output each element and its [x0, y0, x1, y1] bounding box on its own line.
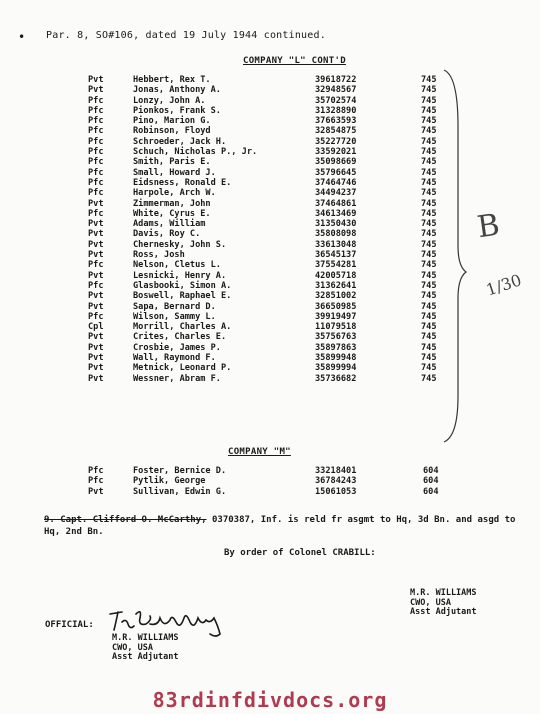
name-cell: Harpole, Arch W. [133, 188, 216, 199]
name-cell: White, Cyrus E. [133, 208, 211, 219]
signature-left-title: Asst Adjutant [112, 652, 179, 662]
name-cell: Ross, Josh [133, 250, 185, 261]
serial-number-cell: 35897863 [315, 342, 357, 353]
signature-block-left [112, 634, 179, 663]
name-cell: Schuch, Nicholas P., Jr. [133, 147, 258, 158]
name-cell: Sullivan, Edwin G. [133, 486, 227, 497]
rank-cell: Pvt [88, 250, 104, 261]
rank-cell: Pfc [88, 177, 104, 188]
margin-handwriting [468, 200, 528, 314]
rank-cell: Pvt [88, 363, 104, 374]
serial-number-cell: 37464861 [315, 198, 357, 209]
unit-code-cell: 745 [421, 280, 437, 291]
serial-number-cell: 33218401 [315, 466, 357, 476]
serial-number-cell: 11079518 [315, 322, 357, 333]
unit-code-cell: 745 [421, 136, 437, 147]
serial-number-cell: 32948567 [315, 85, 357, 96]
unit-code-cell: 745 [421, 208, 437, 219]
serial-number-cell: 15061053 [315, 486, 357, 497]
rank-cell: Pvt [88, 85, 104, 96]
unit-code-cell: 745 [421, 157, 437, 168]
serial-number-cell: 31350430 [315, 219, 357, 230]
paragraph-9 [44, 514, 524, 538]
name-cell: Boswell, Raphael E. [133, 291, 232, 302]
unit-code-cell: 745 [421, 177, 437, 188]
rank-cell: Pvt [88, 239, 104, 250]
unit-code-cell: 745 [421, 353, 437, 364]
rank-cell: Pvt [88, 301, 104, 312]
name-cell: Lesnicki, Henry A. [133, 270, 227, 281]
rank-cell: Pvt [88, 342, 104, 353]
serial-number-cell: 35098669 [315, 157, 357, 168]
name-cell: Pytlik, George [133, 476, 206, 487]
unit-code-cell: 745 [421, 311, 437, 322]
signature-right-rank: CWO, USA [410, 597, 451, 608]
roster-row [0, 487, 540, 497]
margin-note-b: B [475, 207, 502, 246]
roster-row [0, 466, 540, 476]
rank-cell: Pfc [88, 208, 104, 219]
name-cell: Wessner, Abram F. [133, 373, 221, 384]
rank-cell: Cpl [88, 322, 104, 333]
name-cell: Adams, William [133, 219, 206, 230]
serial-number-cell: 39919497 [315, 311, 357, 322]
rank-cell: Pfc [88, 116, 104, 127]
rank-cell: Pfc [88, 157, 104, 168]
rank-cell: Pfc [88, 167, 104, 178]
unit-code-cell: 745 [421, 250, 437, 261]
company-l-title: COMPANY "L" CONT'D [243, 56, 346, 66]
serial-number-cell: 37464746 [315, 177, 357, 188]
serial-number-cell: 37554281 [315, 260, 357, 271]
signature-right-title: Asst Adjutant [410, 607, 477, 617]
signature-right-name: M.R. WILLIAMS [410, 588, 477, 598]
name-cell: Davis, Roy C. [133, 229, 201, 240]
name-cell: Metnick, Leonard P. [133, 363, 232, 374]
name-cell: Nelson, Cletus L. [133, 260, 221, 271]
rank-cell: Pfc [88, 476, 104, 487]
rank-cell: Pvt [88, 291, 104, 302]
serial-number-cell: 35227720 [315, 136, 357, 147]
serial-number-cell: 35899994 [315, 363, 357, 374]
serial-number-cell: 32851002 [315, 291, 357, 302]
serial-number-cell: 33592021 [315, 147, 357, 158]
unit-code-cell: 745 [421, 260, 437, 271]
unit-code-cell: 745 [421, 322, 437, 333]
serial-number-cell: 35702574 [315, 95, 357, 106]
roster-row [0, 476, 540, 486]
rank-cell: Pfc [88, 466, 104, 476]
unit-code-cell: 745 [421, 198, 437, 209]
name-cell: Sapa, Bernard D. [133, 301, 216, 312]
serial-number-cell: 33613048 [315, 239, 357, 250]
paragraph-9-lead: 9. Capt. Clifford O. McCarthy, [44, 515, 207, 525]
name-cell: Glasbooki, Simon A. [133, 280, 232, 291]
rank-cell: Pfc [88, 260, 104, 271]
unit-code-cell: 745 [421, 95, 437, 106]
name-cell: Jonas, Anthony A. [133, 85, 221, 96]
name-cell: Foster, Bernice D. [133, 466, 227, 476]
unit-code-cell: 745 [421, 239, 437, 250]
name-cell: Hebbert, Rex T. [133, 75, 211, 85]
serial-number-cell: 35736682 [315, 373, 357, 384]
name-cell: Zimmerman, John [133, 198, 211, 209]
serial-number-cell: 36545137 [315, 250, 357, 261]
rank-cell: Pvt [88, 198, 104, 209]
unit-code-cell: 745 [421, 167, 437, 178]
name-cell: Pionkos, Frank S. [133, 105, 221, 116]
company-m-roster [0, 466, 540, 497]
name-cell: Wall, Raymond F. [133, 353, 216, 364]
name-cell: Wilson, Sammy L. [133, 311, 216, 322]
order-line: By order of Colonel CRABILL: [224, 548, 376, 558]
unit-code-cell: 745 [421, 342, 437, 353]
name-cell: Small, Howard J. [133, 167, 216, 178]
unit-code-cell: 745 [421, 105, 437, 116]
rank-cell: Pvt [88, 373, 104, 384]
unit-code-cell: 745 [421, 373, 437, 384]
paragraph-9-text: 0370387, Inf. is reld fr asgmt to Hq, 3d Bn. and asgd to Hq, 2nd Bn. [44, 515, 516, 537]
rank-cell: Pvt [88, 332, 104, 343]
serial-number-cell: 42005718 [315, 270, 357, 281]
serial-number-cell: 35756763 [315, 332, 357, 343]
margin-note-fraction: 1/30 [483, 270, 524, 300]
serial-number-cell: 35899948 [315, 353, 357, 364]
serial-number-cell: 36650985 [315, 301, 357, 312]
unit-code-cell: 745 [421, 270, 437, 281]
rank-cell: Pvt [88, 75, 104, 85]
unit-code-cell: 745 [421, 147, 437, 158]
margin-dot: • [18, 30, 26, 44]
serial-number-cell: 31328890 [315, 105, 357, 116]
unit-code-cell: 745 [421, 363, 437, 374]
rank-cell: Pvt [88, 270, 104, 281]
serial-number-cell: 39618722 [315, 75, 357, 85]
name-cell: Robinson, Floyd [133, 126, 211, 137]
unit-code-cell: 745 [421, 219, 437, 230]
serial-number-cell: 36784243 [315, 476, 357, 487]
name-cell: Schroeder, Jack H. [133, 136, 227, 147]
rank-cell: Pfc [88, 188, 104, 199]
name-cell: Morrill, Charles A. [133, 322, 232, 333]
signature-block-right [410, 589, 477, 618]
unit-code-cell: 745 [421, 188, 437, 199]
name-cell: Chernesky, John S. [133, 239, 227, 250]
unit-code-cell: 745 [421, 291, 437, 302]
name-cell: Crites, Charles E. [133, 332, 227, 343]
unit-code-cell: 745 [421, 229, 437, 240]
rank-cell: Pfc [88, 147, 104, 158]
serial-number-cell: 35808098 [315, 229, 357, 240]
rank-cell: Pvt [88, 229, 104, 240]
rank-cell: Pfc [88, 126, 104, 137]
name-cell: Pino, Marion G. [133, 116, 211, 127]
name-cell: Smith, Paris E. [133, 157, 211, 168]
serial-number-cell: 37663593 [315, 116, 357, 127]
unit-code-cell: 604 [423, 486, 439, 497]
serial-number-cell: 35796645 [315, 167, 357, 178]
rank-cell: Pvt [88, 219, 104, 230]
name-cell: Crosbie, James P. [133, 342, 221, 353]
name-cell: Lonzy, John A. [133, 95, 206, 106]
rank-cell: Pfc [88, 105, 104, 116]
rank-cell: Pfc [88, 311, 104, 322]
signature-left-rank: CWO, USA [112, 642, 153, 653]
unit-code-cell: 745 [421, 85, 437, 96]
handwritten-b-mark [468, 200, 528, 310]
rank-cell: Pfc [88, 136, 104, 147]
rank-cell: Pfc [88, 95, 104, 106]
rank-cell: Pfc [88, 280, 104, 291]
website-watermark: 83rdinfdivdocs.org [152, 688, 388, 712]
margin-brace-mark [440, 66, 470, 446]
unit-code-cell: 745 [421, 116, 437, 127]
unit-code-cell: 745 [421, 126, 437, 137]
document-header: Par. 8, SO#106, dated 19 July 1944 continued. [46, 30, 326, 41]
rank-cell: Pvt [88, 486, 104, 497]
serial-number-cell: 34494237 [315, 188, 357, 199]
official-label: OFFICIAL: [45, 620, 94, 630]
name-cell: Eidsness, Ronald E. [133, 177, 232, 188]
company-m-title: COMPANY "M" [228, 447, 291, 457]
unit-code-cell: 745 [421, 332, 437, 343]
serial-number-cell: 32854875 [315, 126, 357, 137]
unit-code-cell: 745 [421, 75, 437, 85]
unit-code-cell: 604 [423, 466, 439, 476]
unit-code-cell: 604 [423, 476, 439, 487]
unit-code-cell: 745 [421, 301, 437, 312]
serial-number-cell: 34613469 [315, 208, 357, 219]
rank-cell: Pvt [88, 353, 104, 364]
serial-number-cell: 31362641 [315, 280, 357, 291]
signature-left-name: M.R. WILLIAMS [112, 633, 179, 643]
